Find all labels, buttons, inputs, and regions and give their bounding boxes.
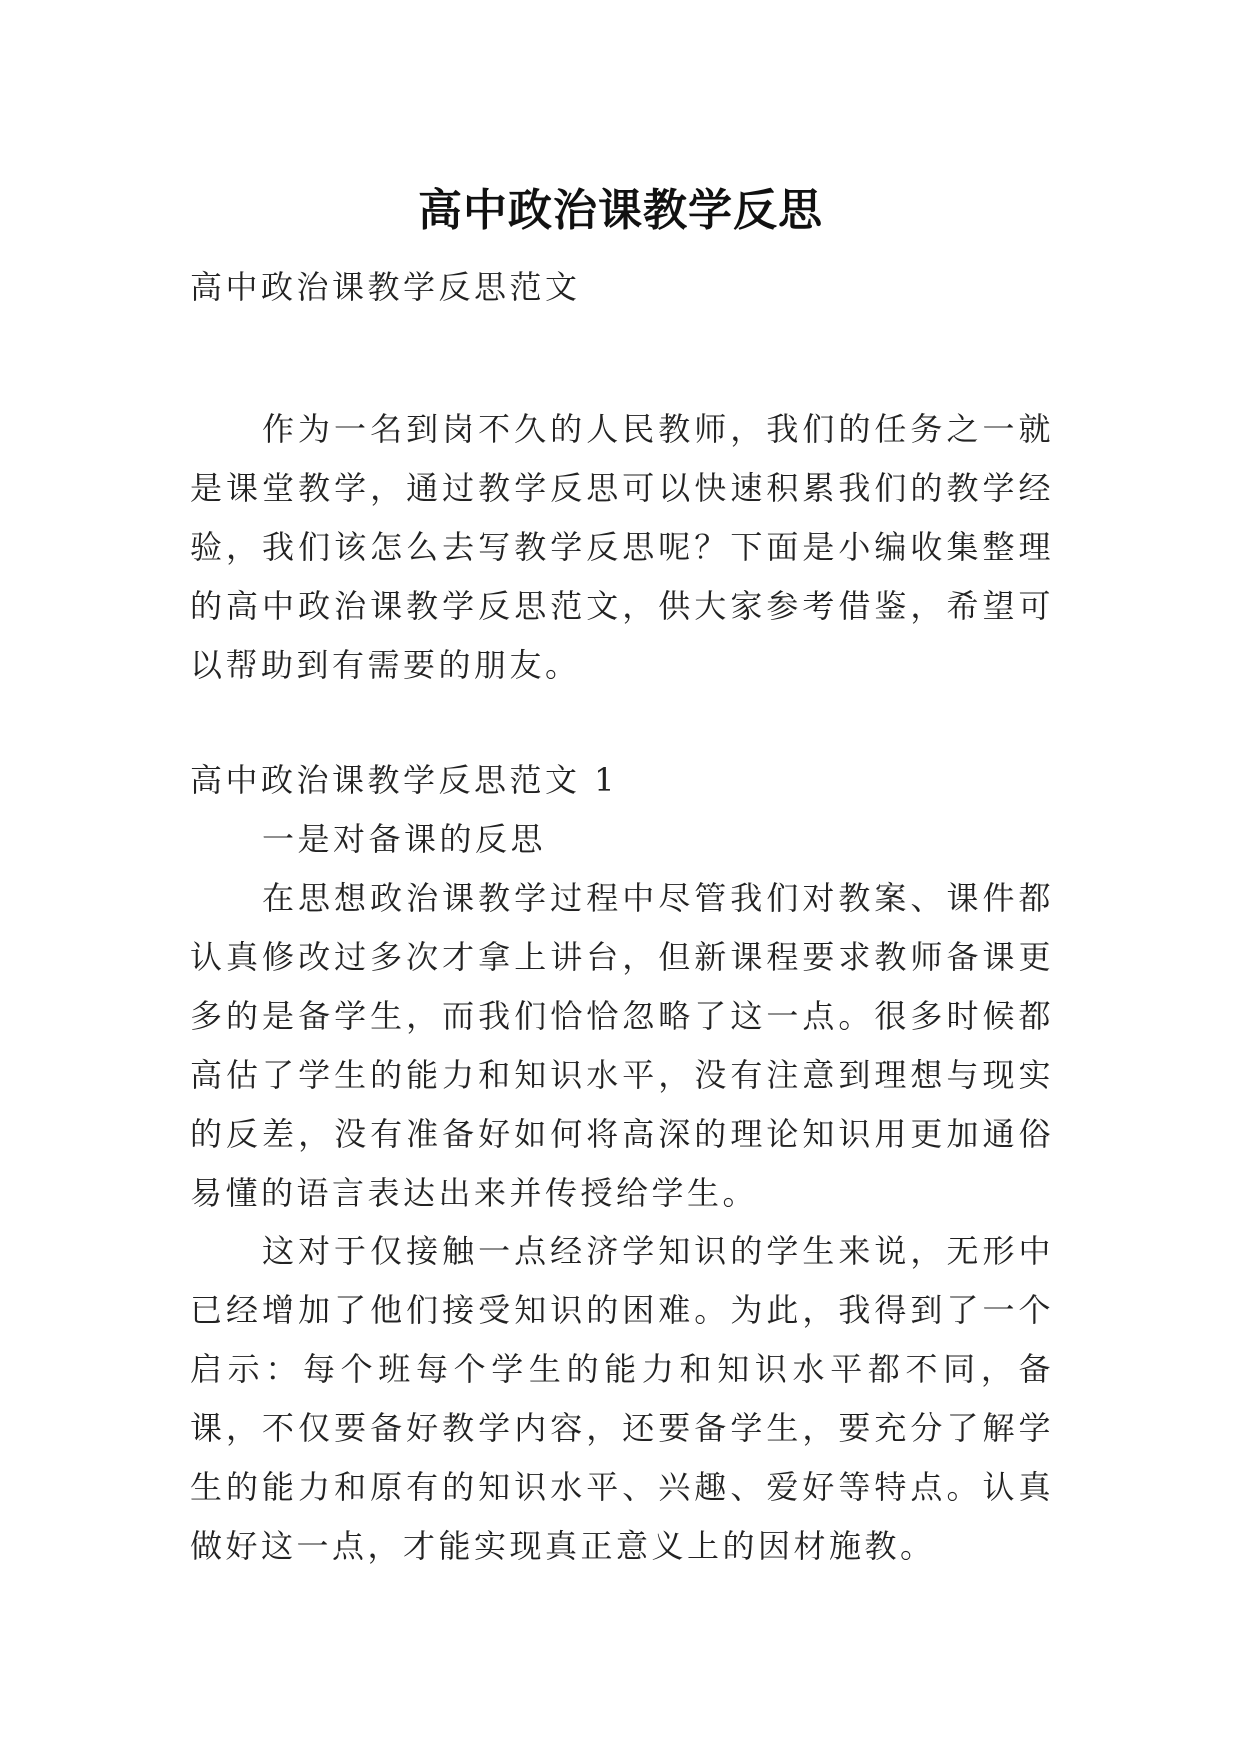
- intro-paragraph: 作为一名到岗不久的人民教师，我们的任务之一就是课堂教学，通过教学反思可以快速积累我们的教学经验，我们该怎么去写教学反思呢？下面是小编收集整理的高中政治课教学反思范文，供大家参考借鉴，希望可以帮助到有需要的朋友。: [190, 410, 1054, 684]
- document-title: 高中政治课教学反思: [418, 185, 823, 237]
- sample-heading: 高中政治课教学反思范文 1: [190, 761, 619, 799]
- body-paragraph-2: 这对于仅接触一点经济学知识的学生来说，无形中已经增加了他们接受知识的困难。为此，我得到了一个启示：每个班每个学生的能力和知识水平都不同，备课，不仅要备好教学内容，还要备学生，要充分了解学生的能力和原有的知识水平、兴趣、爱好等特点。认真做好这一点，才能实现真正意义上的因材施教。: [190, 1232, 1054, 1565]
- document-subtitle: 高中政治课教学反思范文: [190, 268, 581, 306]
- section-heading: 一是对备课的反思: [262, 820, 547, 858]
- body-paragraph-1: 在思想政治课教学过程中尽管我们对教案、课件都认真修改过多次才拿上讲台，但新课程要求教师备课更多的是备学生，而我们恰恰忽略了这一点。很多时候都高估了学生的能力和知识水平，没有注意到理想与现实的反差，没有准备好如何将高深的理论知识用更加通俗易懂的语言表达出来并传授给学生。: [190, 879, 1054, 1212]
